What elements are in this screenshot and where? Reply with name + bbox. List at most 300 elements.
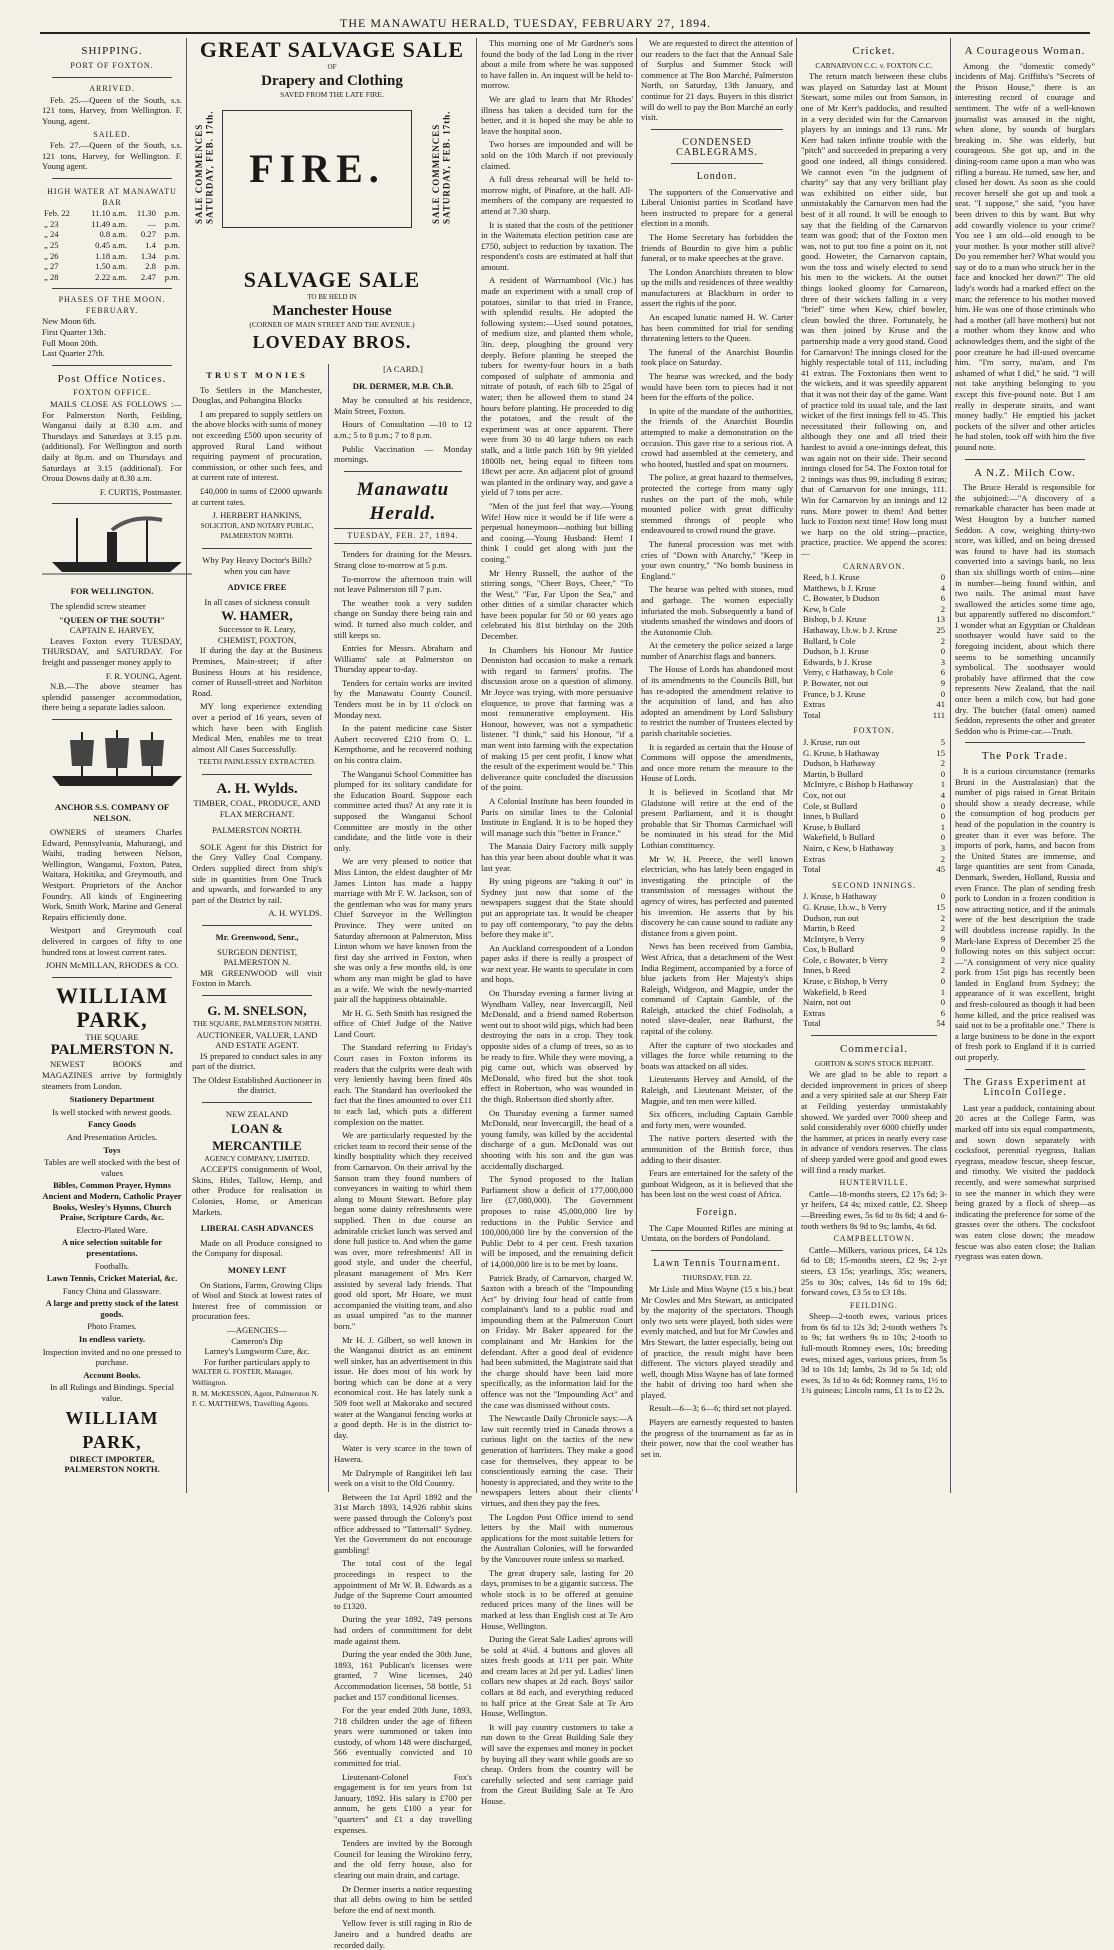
agencies-2: Larney's Lungworm Cure, &c. [204,1346,310,1357]
moon-month: FEBRUARY. [85,305,139,315]
news-paragraph: The Home Secretary has forbidden the friends of Bourdin to give him a public funeral, or to make speeches at the grave. [641,231,793,264]
tide-cell: 2.8 [145,261,156,272]
tide-cell: „ 26 [44,250,59,261]
wylds-name: A. H. Wylds. [216,781,298,797]
news-paragraph: Lieutenants Hervey and Arnold, of the Raleigh, and Lieutenant Meister, of the Magpie, and ten men were killed. [641,1074,793,1106]
tide-row [42,251,182,262]
foreign-text: The Cape Mounted Rifles are mining at Umtata, on the borders of Pondoland. [641,1222,793,1244]
carnarvon-scores [801,572,947,720]
dermer-hours: Hours of Consultation —10 to 12 a.m.; 5 to 8 p.m.; 7 to 8 p.m. [334,419,472,440]
score-runs: 3 [940,842,945,853]
william-park-footer-2: DIRECT IMPORTER, [69,1453,155,1464]
campbelltown-heading: CAMPBELLTOWN. [833,1234,915,1244]
score-name: Edwards, b J. Kruse [803,656,872,667]
post-office-text: MAILS CLOSE AS FOLLOWS :— For Palmerston North, Feilding, Wanganui daily at 8.30 a.m. and Thursdays and Saturdays at 3.15 p.m. (additional). For Wellington and north daily at 8p.m. and on Thursdays and Saturdays at 3.15 (additional). For Oroua Downs daily at 8.30 a.m. [42,399,182,484]
news-paragraph: In Chambers his Honour Mr Justice Denniston had occasion to make a remark with regard to farmers' profits. The discussion arose on a question of alimony. Mr Joyce was trying, with more persuasive eloquence, to prove that farming was a most remunerative employment. His Honour, however, was not a sympathetic listener. "I think," said his Honour, "if a man went into farming with the expectation of making 15 per cent profit, I know what the result of the experiment would be." This deliverance quite concluded the discussion of the point. [481,644,633,793]
tide-cell: 1.34 [140,250,156,261]
greenwood-name: Mr. Greenwood, Senr., [215,931,299,942]
news-paragraph: Lieutenant-Colonel Fox's engagement is for ten years from 1st January, 1892. His salary is £700 per annum, he gets £100 a year for "quarters" and £1 a day travelling expenses. [334,1771,472,1835]
sailed-text: Feb. 27.—Queen of the South, s.s. 121 tons, Harvey, for Wellington. F. Young agent. [42,140,182,172]
campbelltown-text: Cattle—Milkers, various prices, £4 12s 6d to £8; 15-months steers, £2 9s; 2-yr steers, £3 15s; yearlings, 35s; weaners, 25s to 30s; calves, 14s 6d to 19s 6d; forward cows, £3 5s to £3 18s. [801,1244,947,1298]
fire-word: FIRE. [249,146,385,192]
wylds-trade: TIMBER, COAL, PRODUCE, AND FLAX MERCHANT. [193,798,321,819]
news-paragraphs [481,38,633,1807]
william-park-item: A nice selection suitable for presentations. [61,1237,163,1258]
william-park-text: NEWEST BOOKS and MAGAZINES arrive by fortnightly steamers from London. [42,1059,182,1091]
news-paragraph: The native porters deserted with the ammunition of the British force, thus adding to their disaster. [641,1133,793,1165]
news-paragraph: The police, at great hazard to themselves, protected the cortege from many ugly rushes on the part of the mob, while mounted police with great difficulty stemmed throngs of people who endeavoured to crowd round the grave. [641,472,793,536]
tide-row [42,272,182,283]
score-runs: 2 [940,912,945,923]
score-runs: 0 [940,800,945,811]
score-runs: 0 [940,944,945,955]
arrived-label: ARRIVED. [89,84,135,94]
score-runs: 0 [940,646,945,657]
news-paragraph: The Wanganui School Committee has plumped for its solitary candidate for the Education Board. Suppose each committee acted thus? At any rate it is supposed the Wanganui School Committee are mostly in the other candidate, and the little vote is their only. [334,768,472,853]
score-runs: 13 [936,614,945,625]
score-name: Cole, c Bowater, b Verry [803,954,888,965]
moon-phase: Last Quarter 27th. [42,348,105,359]
cricket-sub: CARNARVON C.C. v. FOXTON C.C. [815,60,933,70]
snelson-name: G. M. SNELSON, [207,1002,307,1018]
wylds-text: SOLE Agent for this District for the Grey Valley Coal Company. Orders supplied direct from ship's side in quantities from One Truck and upwards, and forwarded to any part of the District by rail. [192,841,322,905]
trust-body: I am prepared to supply settlers on the above blocks with sums of money not exceeding £500 upon security of approved Rural Land without requiring payment of procuration, commission, or other such fees, and at current rate of interest. [192,408,322,483]
salvage-of: OF [327,63,337,71]
column-rule [796,38,797,1493]
news-paragraph: The House of Lords has abandoned most of its amendments to the Councils Bill, but has re-adopted the amendment relative to the acquisition of land, and has also adopted an amendment by Lord Salisbury to restrict the number of Trustees elected by parish charitable societies. [641,664,793,739]
anchor-heading: ANCHOR S.S. COMPANY OF NELSON. [54,801,170,823]
moon-phase: New Moon 6th. [42,316,97,327]
news-paragraph: During the year 1892, 749 persons had orders of committment for debt made against them. [334,1614,472,1646]
paper-title: Manawatu Herald. [356,478,450,524]
foxton-second-scores [801,891,947,1029]
carnarvon-heading: CARNARVON. [842,561,906,571]
news-paragraph: Dr Dermer inserts a notice requesting that all debts owing to him be settled before the end of next month. [334,1883,472,1915]
news-paragraph: The Logdon Post Office intend to send letters by the Mail with numerous applications for the most suitable letters for the Australian Colonies, will be forwarded by the Vancouver route unless so marked. [481,1511,633,1564]
score-runs: 6 [940,593,945,604]
steamer-illustration [42,510,192,580]
score-name: Hathaway, l.b.w. b J. Kruse [803,625,898,636]
score-row [801,572,947,583]
william-park-item: In endless variety. [78,1334,146,1345]
score-runs: 54 [936,1018,945,1029]
news-paragraph: The total cost of the legal proceedings in respect to the appointment of Mr W. B. Edwards as a Judge of the Supreme Court amounted to £1320. [334,1558,472,1611]
score-row [801,944,947,955]
william-park-sub: THE SQUARE [85,1031,139,1042]
column-rule [476,38,477,1493]
score-name: Total [803,1018,821,1029]
steamer-text: The splendid screw steamer [50,600,146,611]
tide-row [42,219,182,230]
advice-free: ADVICE FREE [227,582,287,593]
column-rule [950,38,951,1493]
tide-cell: 0.27 [140,229,156,240]
dentistry-text: MY long experience extending over a period of 16 years, seven of which have been with English Medical Men, enables me to treat almost All Cases Successfully. [192,701,322,754]
news-paragraph: The Standard referring to Friday's Court cases in Foxton informs its readers that the culprits were dealt with very leniently having been fined 40s each. The Standard has overlooked the fact that the fines amounted to over £11 to each lad, which puts a different complexion on the matter. [334,1042,472,1127]
news-paragraph: Tenders for draining for the Messrs. Strang close to-morrow at 5 p.m. [334,549,472,570]
captain: CAPTAIN E. HARVEY, [69,625,155,636]
score-name: Extras [803,1007,825,1018]
score-row [801,748,947,759]
paper-date: TUESDAY, FEB. 27, 1894. [347,530,459,540]
milch-text: The Bruce Herald is responsible for the subjoined:—"A discovery of a remarkable character has been made at West Hougton by a butcher named Seddon. A cow, weighing thirty-two score, was killed, and on being dressed was found to have had its stomach converted into a savings bank, no less than six shillings worth of coins—nine in number—being found within, and two nails. The animal must have swallowed the articles some time ago, but apparently suffered no discomfort." I wonder what an Egyptian or Chaldean soothsayer would have said to the foregoing incident, about which there seems to be something uncannily symbolical. The soothsayer would probably have affirmed that the cow represents New Zealand, that the nail once been a milch cow, but had gone dry. The butcher (fatal omen) named Seddon, represents the other and greater Seddon who is Prime-car.—Truth. [955,482,1095,736]
score-row [801,710,947,721]
william-park-item: Toys [103,1144,121,1155]
score-runs: 9 [940,933,945,944]
score-row [801,646,947,657]
news-paragraph: Six officers, including Captain Gamble and forty men, were wounded. [641,1109,793,1130]
hamer-chemist: CHEMIST, FOXTON, [217,634,297,645]
news-paragraph: Fears are entertained for the safety of the gunboat Widgeon, as it is believed that she has been lost on the west coast of Africa. [641,1168,793,1200]
news-paragraph: Tenders are invited by the Borough Council for leasing the Wirokino ferry, and the old ferry house, also for clearing out main drain, and cartage. [334,1838,472,1880]
william-park-item: Account Books. [83,1369,141,1380]
news-paragraphs [334,549,472,1950]
william-park-item: Fancy Goods [88,1119,136,1130]
score-row [801,801,947,812]
score-row [801,593,947,604]
news-paragraph: In the patent medicine case Sister Aubert recovered £210 from O. L. Kempthorne, and he recovered nothing on his contra claim. [334,723,472,766]
score-row [801,583,947,594]
manchester-house: Manchester House [272,302,392,319]
tide-cell: „ 28 [44,271,59,282]
agent-sign: F. R. YOUNG, Agent. [105,670,182,681]
score-name: Cox, not out [803,789,846,800]
tide-cell: p.m. [164,239,180,250]
money-text: On Stations, Farms, Growing Clips of Wool and Stock at lowest rates of Interest free of commission or procuration fees. [192,1279,322,1322]
tide-cell: „ 25 [44,239,59,250]
tide-cell: p.m. [164,229,180,240]
news-paragraph: An Auckland correspondent of a London paper asks if there is really a prospect of war next year. He wants to speculate in corn and hops. [481,942,634,985]
news-paragraph: News has been received from Gambia, West Africa, that a detachment of the West India Regiment, accompanied by a force of blue jackets from Her Majesty's ships Raleigh, Widgeon, and Magpie, under the command of Captain Gamble, of the Raleigh, attacked the chief Fodisolah, a noted slave-dealer, near Bathurst, the capital of the colony. [641,941,793,1037]
score-name: Reed, b J. Kruse [803,572,860,583]
william-park-item: Fancy China and Glassware. [62,1285,162,1296]
score-name: Dudson, b Hathaway [803,758,876,769]
cable-paragraphs [641,187,793,1200]
to-be-held: TO BE HELD IN [307,293,357,301]
hamer-successor: Successor to R. Leary, [218,624,296,635]
score-name: Kruse, b Bullard [803,821,861,832]
score-row [801,625,947,636]
score-runs: 15 [936,747,945,758]
score-runs: 111 [932,709,945,720]
snelson-oldest: The Oldest Established Auctioneer in the district. [192,1074,322,1096]
score-runs: 4 [940,789,945,800]
william-park-item: Lawn Tennis, Cricket Material, &c. [46,1273,178,1284]
score-runs: 1 [940,986,945,997]
news-paragraph: We are particularly requested by the cricket team to record their sense of the kindly hospitality which they received from Carnarvon. On their arrival by the Sanson tram they found numbers of conveyances in waiting to whirl them along to Mount Stewart. Before play began some dainty refreshments were supplied. Then in due course an admirable cricket lunch was served and done full justice to. And when the game was over, more refreshments! All in good style, and under the cheerful, pleasant management of Mrs Kerr assisted by several lady friends. That good old sport, Mr Hoare, we must accompanied the visiting team, and also as usual umpired "as to the manner born." [334,1130,472,1331]
news-paragraph: After the capture of two stockades and villages the force while returning to the boats was attacked on all sides. [641,1039,793,1071]
salvage-sale-ad [192,38,472,268]
tide-cell: 1.4 [145,239,156,250]
tide-cell: 11.49 a.m. [91,218,128,229]
score-row [801,832,947,843]
news-paragraph: During the Great Sale Ladies' aprons will be sold at 4¼d. 4 buttons and gloves all sizes fresh goods at 1/11 per pair. White and cream laces at 2d per yd. Ladies' linen collars new shapes at 2d each. Boys' sailor collars at 8d each, and everything reduced to half price at the Great Sale at Te Aro House, Wellington. [481,1634,633,1719]
anchor-ship-illustration [42,726,192,796]
score-runs: 25 [936,625,945,636]
tide-row [42,240,182,251]
score-name: Nairn, not out [803,997,851,1008]
agencies-3: For further particulars apply to [204,1356,310,1367]
news-paragraph: The great drapery sale, lasting for 20 days, promises to be a gigantic success. The whole stock is to be offered at genuine reduced prices many of the lines will be marked at less than English cost at Te Aro House, Wellington. [481,1567,633,1631]
news-paragraph: "Men of the just feel that way.—Young Wife! How nice it would be if life were a perpetual honeymoon—nothing but billing and cooing.—Young Husband: Hem! I think I could get along with just the cooing." [481,500,633,564]
score-runs: 2 [940,603,945,614]
second-innings-heading: SECOND INNINGS. [832,880,916,890]
score-name: Matthews, b J. Kruse [803,582,876,593]
news-paragraph: A resident of Warrnambool (Vic.) has made an experiment with a small crop of potatoes, similar to that tried in France, with splendid results. He adopted the following system:—Used sound potatoes, of medium size, and planted them whole, 3in. deep, ploughing the ground very deeply. Before planting he steeped the tubers for twenty-four hours in a bath composed of sulphate of ammonia and nitrate of potash, of each 6lb to 25gal of water; then he allowed them to stand 24 hours before planting. He proceeded to dig the potatoes, and the result of the experiment was at once apparent. There were from 30 to 40 large tubers on each stalk, and a little patch 16ft by 9ft yielded 1800lb net, being equal to fifteen tons 18cwt per acre. An adjacent plot of ground was planted in the ordinary way, and gave a yield of 7 tons per acre. [481,275,633,498]
wellington-heading: FOR WELLINGTON. [70,586,154,597]
tide-cell: p.m. [164,261,180,272]
news-paragraph: The Newcastle Daily Chronicle says:—A law suit recently tried in Canada throws a curious light on the tactics of the new generation of barristers. They make a good case for themselves, they appear to be conscientiously earning the case. Their honesty is appreciated, and they write to the newspapers letters about their clients' virtues, and then they pay the fees. [481,1413,633,1508]
score-row [801,891,947,902]
advice-consult: In all cases of sickness consult [204,596,310,607]
score-row [801,955,947,966]
woman-heading: A Courageous Woman. [964,45,1086,57]
score-runs: 15 [936,901,945,912]
tide-cell: 0.8 a.m. [99,229,128,240]
william-park-item: Stationery Department [69,1094,155,1105]
score-name: P. Bowater, not out [803,678,869,689]
tide-table [42,208,182,282]
score-row [801,604,947,615]
william-park-item: Tables are well stocked with the best of values [44,1157,180,1178]
news-paragraph: A full dress rehearsal will be held to-morrow night, of Pinafore, at the hall. All-members of the company are requested to attend at 7.30 sharp. [481,174,633,216]
score-name: G. Kruse, l.b.w., b Verry [803,901,887,912]
salvage-title: GREAT SALVAGE SALE [199,37,465,62]
column-cablegrams [641,38,793,1493]
fire-box [222,110,412,228]
score-runs: 0 [940,976,945,987]
william-park-heading: WILLIAM PARK, [55,982,169,1032]
greenwood-title: SURGEON DENTIST, [216,946,298,957]
moon-phase: Full Moon 20th. [42,337,99,348]
score-runs: 2 [940,923,945,934]
commercial-heading: Commercial. [839,1043,909,1056]
snelson-trade: AUCTIONEER, VALUER, LAND AND ESTATE AGENT. [196,1029,318,1051]
shipping-heading: SHIPPING. [81,45,143,57]
news-paragraph: The Manaia Dairy Factory milk supply has this year been about double what it was last year. [481,841,633,873]
score-row [801,779,947,790]
tide-cell: 1.50 a.m. [95,261,128,272]
liberal-heading: LIBERAL CASH ADVANCES [200,1223,314,1234]
william-park-item: Photo Frames. [87,1321,137,1332]
woman-text: Among the "domestic comedy" incidents of Maj. Griffiths's "Secrets of the Prison House," there is an interesting record of courage and sentiment. The wife of a well-known journalist was aroused in the night, when alone, by sounds of burglars breaking in. She was elderly, but courageous. She got up, and in the dining-room came upon a man who was rifling a bureau. He turned, saw her, and closed her down. As soon as she could recover herself she got up and took a seat. "I suppose," she said, "you have been driven to this by want. But why add cowardly violence to your crime? You see I am old—old enough to be your mother. Is your mother still alive? Do you remember her? What would you say or do to a man who struck her in the face and knocked her down?" The old lady's words had a marked effect on the man; the reference to his mother moved him. He was one of those criminals who had a mother (all have mothers) but not a mother whom they know and who acknowledges them, and the sight of the poor creature he had ill-used overcame him. "I'm sorry, ma'am, and I'm ashamed of what I did," he said. "I will not take anything belonging to you except this five-pound note. But I am really in desperate straits, and want money badly." He emptied his jacket pockets of the silver and other articles he had stolen, took off with him the five pound note. [955,60,1095,452]
score-name: Verry, c Hathaway, b Cole [803,667,894,678]
salvage-sale-heading: SALVAGE SALE [243,267,421,292]
tennis-scores: Result—6—3; 6—6; third set not played. [649,1403,792,1414]
score-runs: 2 [940,758,945,769]
tide-row [42,208,182,219]
tennis-text: Mr Lisle and Miss Wayne (15 x bis.) beat Mr Cowles and Mrs Stewart, as anticipated by the majority of the spectators. Though only two sets were played, both sides were evenly matched, and but for Mr Cowles and Mrs Stewart, the latter especially, being out of practice, the result might have been different. The victors played steadily and well, though Miss Wayne has of late formed the habit of driving too hard when she played. [641,1283,793,1400]
news-paragraph: At the cemetery the police seized a large number of Anarchist flags and banners. [641,640,793,661]
tide-cell: p.m. [164,208,180,219]
score-name: Total [803,864,821,875]
news-paragraph: Mr H. G. Seth Smith has resigned the office of Chief Judge of the Native Land Court. [334,1007,472,1039]
masthead [40,14,1090,34]
cricket-text: The return match between these clubs was played on Saturday last at Mount Stewart, some miles out from Sanson, in one of Mr Kerr's paddocks, and resulted in a very decided win for the Carnarvon players by an innings and 13 runs. Mr Kerr had taken infinite trouble with the "pitch" and succeeded in preparing a very good one indeed, all things considered. We cannot even "in the judgment of charity" say that any very brilliant play was exhibited on either side, but unmistakably the Carnarvon men had the best of it all round. It will be enough to say that the fielding of the Carnarvon team was good; that of the Foxton men was, not to put too fine a point on it, not good. Howeter, the Carnarvon captain, won the toss and wisely elected to send his men to the wickets. At the outset things looked gloomy for Carnarvon, three of their wickets falling in a very "brief" time when Kew, chief bowler, clean bowled the three. Fortunately, he was then joined by Kruse and the partnership made a very good stand. Good for Carnarvon! The innings closed for the highly respectable total of 111, including 41 extras. The Foxtonians then went to the wickets, and it was speedily apparent that it was not their day of the game. Want of practice told its usual tale, and the last wicket of the first innings fell to 45. This necessitated their following on, and although they one and all tried their hardest to avoid a one-innings defeat, this was again not on their side. Their second innings closed for 54. The Foxton total for 2 innings was thus 99, including 8 extras; that of Carnarvon for one innings, 111. Win for Carnarvon by an innings and 12 runs. More power to them! And better luck to Foxton next time! How long must we harp on the old string—practice, practice, practice. We append the scores:— [801,71,947,558]
snelson-address: THE SQUARE, PALMERSTON NORTH. [192,1018,322,1028]
dermer-vaccination: Public Vaccination — Monday mornings. [334,443,472,465]
score-runs: 45 [936,864,945,875]
news-paragraph: Two horses are impounded and will be sold on the 10th March if not previously claimed. [481,139,633,171]
news-paragraph: Mr Henry Russell, the author of the stirring songs, "Cheer Boys, Cheer," "To the West," "Far, Far Upon the Sea," and other ditties of a similar character which have been popular for 50 or 60 years ago celebrated his 81st birthday on the 20th December. [481,567,633,642]
card-label: [A CARD.] [383,364,423,374]
score-name: Innes, b Bullard [803,811,859,822]
news-paragraph: Patrick Brady, of Carnarvon, charged W. Saxton with a breach of the "Impounding Act" by driving four head of cattle from complainant's land to a public road and impounding them at the Palmerston Court on Friday. Mr Baker appeared for the complainant and Mr Hankins for the defendant. After a good deal of evidence had been submitted, the Magistrate said that the charge should have been laid more specifically, as the information laid for the offence was not the "Impounding Act" and the case was dismissed without costs. [481,1272,633,1410]
news-paragraph: It is regarded as certain that the House of Commons will oppose the amendments, and once more return the measure to the House of Lords. [641,741,793,784]
score-runs: 9 [940,678,945,689]
score-name: Extras [803,699,825,710]
score-name: Nairn, c Kew, b Hathaway [803,842,895,853]
score-name: G. Kruse, b Hathaway [803,747,880,758]
william-park-item: Footballs. [94,1260,130,1271]
william-park-item: A large and pretty stock of the latest goods. [45,1298,179,1319]
score-runs: 2 [940,954,945,965]
column-news-1 [334,364,472,1950]
trust-body-2: £40,000 in sums of £2000 upwards at current rates. [192,485,322,507]
news-paragraph: We are glad to learn that Mr Rhodes' illness has taken a decided turn for the better, and it is hoped she may be able to leave the hospital soon. [481,93,633,136]
news-paragraph: Water is very scarce in the town of Hawera. [334,1443,472,1465]
column-cricket [801,38,947,1493]
cricket-heading: Cricket. [852,45,896,57]
score-row [801,678,947,689]
score-runs: 6 [940,667,945,678]
william-park-item: Electro-Plated Ware. [76,1224,148,1235]
score-runs: 0 [940,832,945,843]
moon-heading: PHASES OF THE MOON. [58,295,166,305]
tide-cell: „ 27 [44,261,59,272]
score-name: Bishop, b J. Kruse [803,614,867,625]
score-name: Bullard, b Cole [803,635,856,646]
steamer-body: Leaves Foxton every TUESDAY, THURSDAY, and SATURDAY. For freight and passenger money apply to [42,635,182,667]
score-name: J. Kruse, b Hathaway [803,891,877,902]
tide-row [42,261,182,272]
score-name: Total [803,709,821,720]
score-row [801,965,947,976]
news-paragraph: During the year ended the 30th June, 1893, 161 Publican's licenses were granted, 7 Wine licenses, 240 Accommodation licenses, 58 bottle, 51 packet and 157 conditional licenses. [334,1649,472,1702]
wylds-sign: A. H. WYLDS. [268,908,322,919]
tide-row [42,229,182,240]
william-park-item: Bibles, Common Prayer, Hymns Ancient and Modern, Catholic Prayer Books, Wesley's Hymns, Church Praise, Scripture Cards, &c. [42,1180,182,1223]
news-paragraph: Mr Dalrymple of Rangitikei left last week on a visit to the Old Country. [334,1467,472,1489]
score-name: Martin, b Bullard [803,768,863,779]
william-park-item: Is well stocked with newest goods. [52,1106,172,1117]
news-paragraph: We are very pleased to notice that Miss Linton, the eldest daughter of Mr James Linton has made a happy marriage with Mr F. W. Jackson, son of the gentleman who was for many years Chief Surveyor in the Wellington Province. They were united on Saturday afternoon at Palmerston, Miss Linton whom we have known from the first day she arrived in Foxton, when she was only a few months old, is one whom any man might be glad to have as a wife. We wish the newly-married pair all the happiness obtainable. [334,856,472,1005]
tide-heading: HIGH WATER AT MANAWATU BAR [47,186,177,207]
score-row [801,689,947,700]
sale-date-right: SALE COMMENCES SATURDAY, FEB. 17th. [430,110,452,225]
tide-cell: 1.18 a.m. [95,250,128,261]
news-paragraph: Tenders for certain works are invited by the Manawatu County Council. Tenders must be in by 11 o'clock on Monday next. [334,677,472,720]
hunterville-text: Cattle—18-months steers, £2 17s 6d; 3-yr heifers, £4 4s; mixed cattle, £2. Sheep—Breeding ewes, 5s 6d to 8s 6d; 4 and 6-tooth wethers 8s 9d to 9s; lambs, 4s 6d. [801,1188,947,1231]
score-runs: 2 [940,965,945,976]
score-name: Cole, st Bullard [803,800,858,811]
tide-cell: 11.30 [136,208,156,219]
nz-heading: NEW ZEALAND [225,1109,289,1120]
hamer-name: W. HAMER, [221,608,293,624]
report-heading: GORTON & SON'S STOCK REPORT. [814,1058,934,1068]
tide-cell: — [147,218,156,229]
news-paragraph: Mr W. H. Preece, the well known electrician, who has lately been engaged in investigating the principle of the transmission of messages without the agency of wires, has perfected and patented his invention. He asserts that by his discovery he can cause sound to radiate any distance from a given point. [641,853,793,938]
hunterville-heading: HUNTERVILLE. [839,1178,909,1188]
manchester-house-ad [192,268,472,358]
news-paragraph: In spite of the mandate of the authorities, the friends of the Anarchist Bourdin attempted to make a demonstration on the occasion. This gave rise to a serious riot. A crowd had assembled at the cemetery, and who hooted, hustled and spat on mourners. [641,405,793,469]
dermer-text: May be consulted at his residence, Main Street, Foxton. [334,395,472,416]
tide-cell: 2.22 a.m. [95,271,128,282]
bon-marche-text: We are requested to direct the attention of our readers to the fact that the Annual Sale of Surplus and Summer Stock will commence at The Bon Marché, Palmerston North, on Saturday, 13th January, and continue for 21 days. Buyers in this district will do well to pay the Bon Marché an early visit. [641,38,793,123]
news-paragraph: On Thursday evening a farmer named McDonald, near Invercargill, the head of a young family, was killed by the accidental discharge of a gun. McDonald was out shooting with his son and the gun was accidentally discharged. [481,1107,633,1171]
tide-cell: 11.10 a.m. [91,208,128,219]
agencies-heading: —AGENCIES— [227,1324,287,1335]
news-paragraph: A Colonial Institute has been founded in Paris on similar lines to the Colonial Institute in England. It is to be hoped they will manage such this "better in France." [481,795,633,838]
news-paragraph: The weather took a very sudden change on Sunday there being rain and wind. It turned also much colder, and still keeps so. [334,597,472,640]
william-park-footer-3: PALMERSTON NORTH. [64,1464,160,1475]
score-name: C. Bowater, b Dudson [803,593,880,604]
score-runs: 0 [940,811,945,822]
news-paragraph: Yellow fever is still raging in Rio de Janeiro and a hundred deaths are recorded daily. [334,1918,472,1950]
loan-heading: LOAN & MERCANTILE [212,1120,302,1153]
score-row [801,854,947,865]
news-paragraph: This morning one of Mr Gardner's sons found the body of the lad Long in the river about a mile from where he was supposed to have fallen in. An inquest will be held to-morrow. [481,38,633,91]
trust-heading: TRUST MONIES [206,370,308,380]
william-park-item: In all Rulings and Bindings. Special value. [49,1382,175,1404]
score-row [801,1008,947,1019]
score-name: Wakefield, b Reed [803,986,867,997]
score-runs: 0 [940,891,945,902]
score-runs: 0 [940,768,945,779]
pork-heading: The Pork Trade. [981,750,1069,763]
score-name: Kew, b Cole [803,603,846,614]
tide-cell: „ 23 [44,218,59,229]
salvage-sub: Drapery and Clothing [261,72,403,89]
moon-list [42,316,182,358]
news-paragraph: For the year ended 20th June, 1893, 718 children under the age of fifteen years were summoned or taken into custody, of whom 148 were discharged, 566 eventually convicted and 10 committed for trial. [334,1705,472,1769]
hankins-town: PALMERSTON NORTH. [220,532,294,541]
moon-phase: First Quarter 13th. [42,327,106,338]
hamer-text: If during the day at the Business Premises, Main-street; if after Business Hours at his residence, corner of Russell-street and Norbiton Road. [192,645,322,698]
feilding-heading: FEILDING. [850,1300,898,1310]
report-text: We are glad to be able to report a decided improvement in prices of sheep and a very spirited sale at our Sheep Fair at Feilding yesterday unmistakably showed. We yarded over 7000 sheep and sold considerably over 6000 chiefly under the hammer, at prices in nearly every case in advance of vendors reserves. The class of sheep yarded were good and good ewes will find a ready market. [801,1069,947,1175]
score-runs: 3 [940,656,945,667]
column-features [955,38,1095,1493]
corner-text: (CORNER OF MAIN STREET AND THE AVENUE.) [249,319,415,329]
cablegrams-heading: CONDENSED CABLEGRAMS. [676,136,758,159]
score-row [801,997,947,1008]
news-paragraph: The hearse was pelted with stones, mud and garbage. The women especially infuriated the mob. Subsequently a band of students smashed the windows and doors of the Autonomie Club. [641,584,793,637]
feilding-text: Sheep—2-tooth ewes, various prices from 6s 6d to 12s 3d; 2-tooth wethers 7s to 9s; fat wethers 9s to 10s; 2-tooth to full-mouth Romney ewes, 10s; breeding ewes, mixed ages, various prices, from 5s 3d to 10s 1d; lambs, 2s 3d to 5s 1d; old ewes, 3s 1d to 4s 6d; Romney rams, 1½ to 1¾ guineas; Lincoln rams, £1 1s to £2 2s. [801,1311,947,1396]
sale-date-left: SALE COMMENCES SATURDAY, FEB. 17th. [194,110,215,225]
foxton-scores [801,737,947,875]
grass-text: Last year a paddock, containing about 20 acres at the College Farm, was marked off into six equal compartments, and sown down separately with cocksfoot, perennial ryegrass, Italian ryegrass, meadow fescue, sheep fescue, and timothy. We visited the paddock recently, and were somewhat surprised to see the manner in which they were being grazed by a flock of sheep—as indicating the preference for some of the grasses over the others. The cocksfoot was eaten close down; the meadow fescue was also eaten close; the Italian ryegrass was eaten down. [955,1102,1095,1262]
news-paragraph: The supporters of the Conservative and Liberal Unionist parties in Scotland have been instructed to prepare for a general election in a month. [641,186,793,229]
foreign-heading: Foreign. [696,1206,738,1218]
score-row [801,822,947,833]
william-park-item: And Presentation Articles. [66,1131,158,1142]
column-news-2 [481,38,634,1806]
score-name: France, b J. Kruse [803,688,866,699]
agencies-6: F. C. MATTHEWS, Travelling Agents. [192,1399,309,1409]
score-row [801,667,947,678]
milch-heading: A N.Z. Milch Cow. [974,466,1076,479]
score-row [801,769,947,780]
score-row [801,790,947,801]
money-heading: MONEY LENT [227,1265,287,1275]
score-name: Innes, b Reed [803,965,851,976]
news-paragraph: To-morrow the afternoon train will not leave Palmerston till 7 p.m. [334,573,472,595]
score-row [801,843,947,854]
pork-text: It is a curious circumstance (remarks Bruni in the Australasian) that the number of pigs raised in Great Britain should show a steady decrease, while the consumption of hog products per head of the population in the country is greater than it ever was before. The imports of pork, hams, and bacon from the United States are immense, and large quantities are sent from Canada, Denmark, Sweden, Holland, Russia and even France. The plan of sending fresh pork to London in a frozen condition is now attracting notice, and if the animals were of the best description the trade will doubtless increase rapidly. In the Mark-lane Express of December 25 the following notes on this subject occur:—"A consignment of very nice quality pork from 15st pigs has recently been landed in England from Sydney; the appearance of it was excellent, bright and fresh-coloured as though it had been home killed, and the price realised was said not to be a profitable one." There is a large business to be done in the export of fresh pork to England if it is carried out properly. [955,766,1095,1063]
score-row [801,657,947,668]
tide-cell: p.m. [164,271,180,282]
